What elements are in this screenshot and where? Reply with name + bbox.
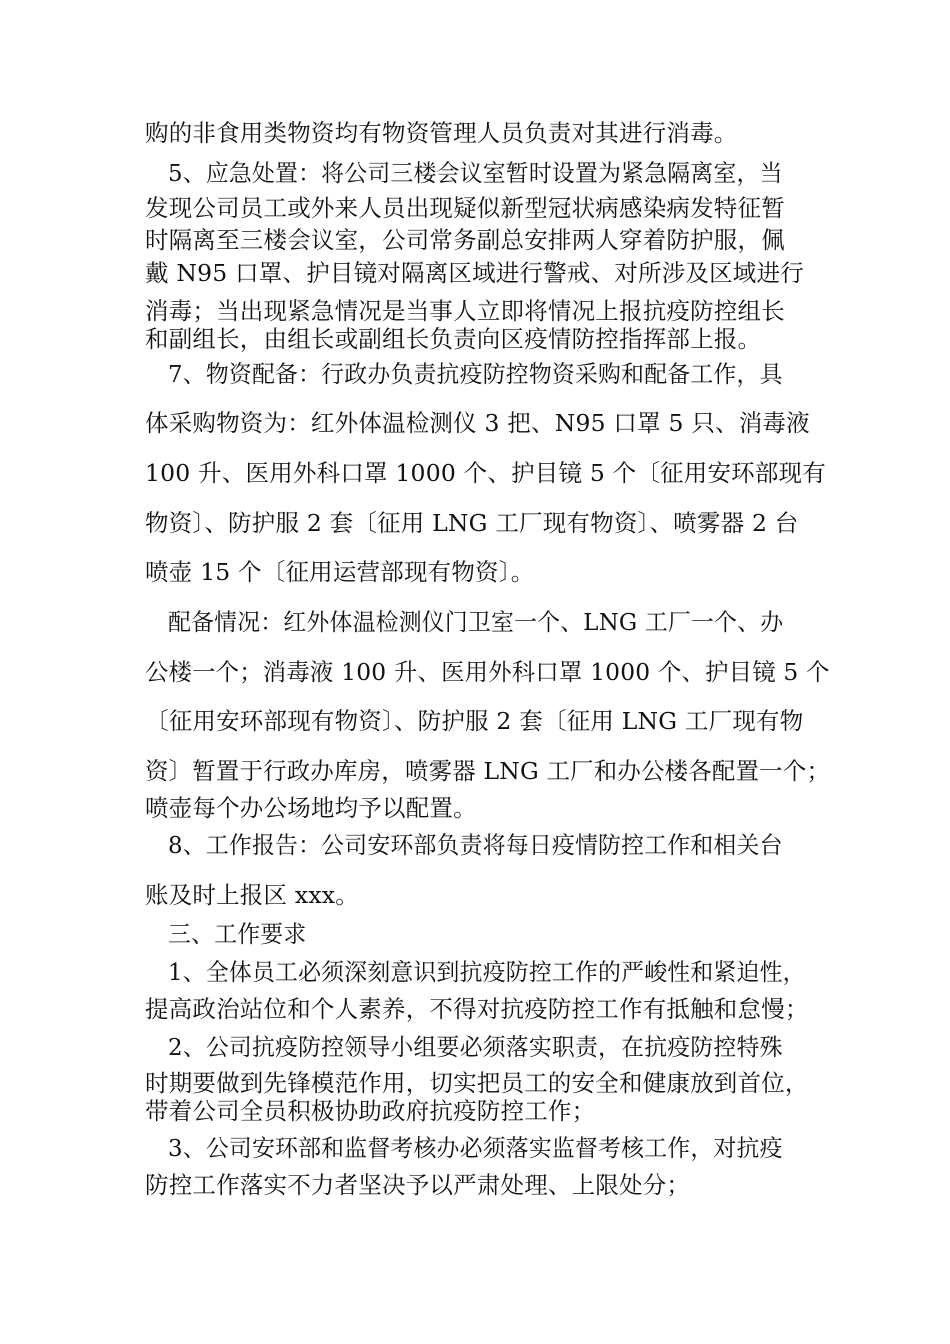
text-line-11: 物资〕、防护服 2 套〔征用 LNG 工厂现有物资〕、喷雾器 2 台 [145,509,799,537]
text-line-24: 时期要做到先锋模范作用，切实把员工的安全和健康放到首位， [145,1069,809,1097]
text-line-21: 1、全体员工必须深刻意识到抗疫防控工作的严峻性和紧迫性， [168,958,806,986]
text-line-26: 3、公司安环部和监督考核办必须落实监督考核工作，对抗疫 [168,1134,783,1162]
text-line-6: 消毒；当出现紧急情况是当事人立即将情况上报抗疫防控组长 [145,297,785,325]
text-line-1: 购的非食用类物资均有物资管理人员负责对其进行消毒。 [145,119,738,147]
section-heading: 三、工作要求 [168,920,307,948]
text-line-19: 账及时上报区 xxx。 [145,881,359,909]
text-line-25: 带着公司全员积极协助政府抗疫防控工作； [145,1097,596,1125]
text-line-12: 喷壶 15 个〔征用运营部现有物资〕。 [145,558,535,586]
text-line-10: 100 升、医用外科口罩 1000 个、护目镜 5 个〔征用安环部现有 [145,459,826,487]
text-line-15: 〔征用安环部现有物资〕、防护服 2 套〔征用 LNG 工厂现有物 [145,707,804,735]
text-line-23: 2、公司抗疫防控领导小组要必须落实职责，在抗疫防控特殊 [168,1033,783,1061]
text-line-27: 防控工作落实不力者坚决予以严肃处理、上限处分； [145,1171,691,1199]
text-line-8: 7、物资配备：行政办负责抗疫防控物资采购和配备工作，具 [168,360,783,388]
text-line-2: 5、应急处置：将公司三楼会议室暂时设置为紧急隔离室，当 [168,159,783,187]
text-line-16: 资〕暂置于行政办库房，喷雾器 LNG 工厂和办公楼各配置一个； [145,757,831,785]
text-line-9: 体采购物资为：红外体温检测仪 3 把、N95 口罩 5 只、消毒液 [145,409,810,437]
text-line-4: 时隔离至三楼会议室，公司常务副总安排两人穿着防护服，佩 [145,226,785,254]
text-line-13: 配备情况：红外体温检测仪门卫室一个、LNG 工厂一个、办 [168,608,784,636]
text-line-5: 戴 N95 口罩、护目镜对隔离区域进行警戒、对所涉及区域进行 [145,259,804,287]
text-line-17: 喷壶每个办公场地均予以配置。 [145,794,477,822]
text-line-14: 公楼一个；消毒液 100 升、医用外科口罩 1000 个、护目镜 5 个 [145,658,830,686]
text-line-22: 提高政治站位和个人素养，不得对抗疫防控工作有抵触和怠慢； [145,995,809,1023]
text-line-3: 发现公司员工或外来人员出现疑似新型冠状病感染病发特征暂 [145,194,785,222]
text-line-7: 和副组长，由组长或副组长负责向区疫情防控指挥部上报。 [145,325,762,353]
text-line-18: 8、工作报告：公司安环部负责将每日疫情防控工作和相关台 [168,831,783,859]
